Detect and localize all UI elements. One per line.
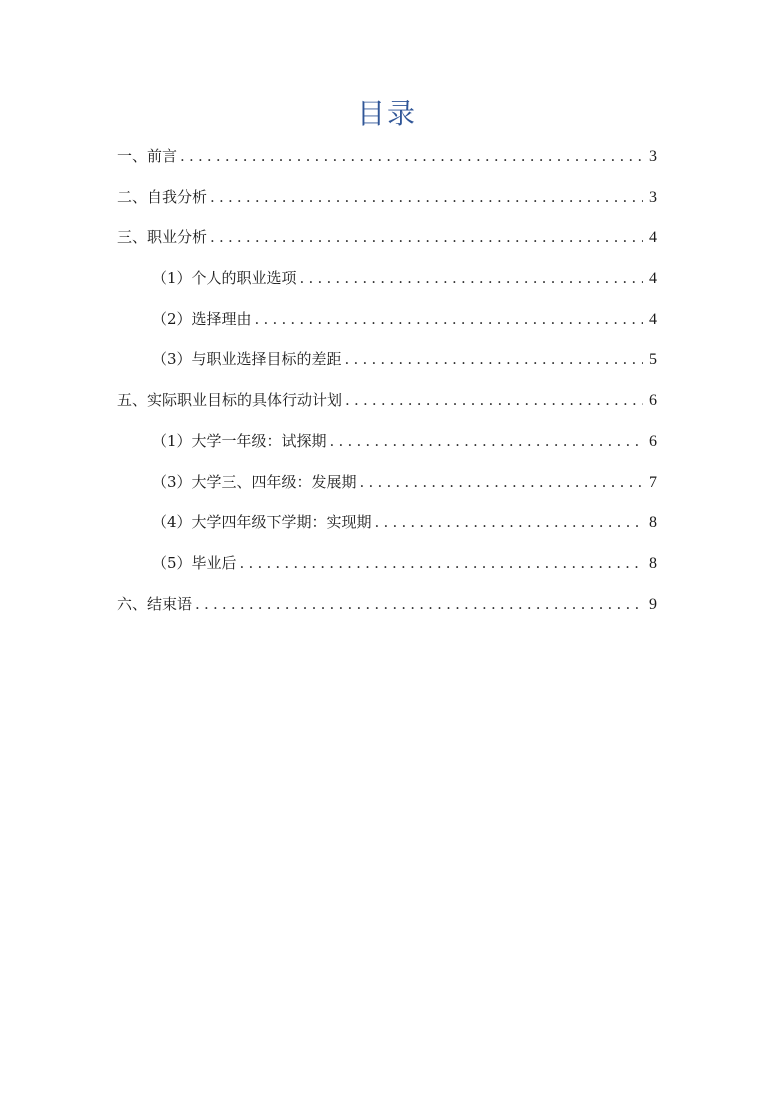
toc-entry-text: （4）大学四年级下学期：实现期 [152,513,372,532]
toc-page-number: 8 [649,554,657,572]
toc-entry[interactable] [117,181,657,222]
toc-subentry[interactable] [117,343,657,384]
toc-leader-dots [375,506,643,538]
toc-leader-dots [330,425,643,457]
toc-subentry[interactable] [117,466,657,507]
toc-entry-text: （2）选择理由 [152,309,252,328]
toc-leader-dots [360,466,643,498]
toc-leader-dots [195,588,643,620]
toc-page-number: 3 [649,188,657,206]
toc-leader-dots [300,262,643,294]
toc-leader-dots [210,221,643,253]
toc-entry[interactable] [117,221,657,262]
toc-entry-text: （3）大学三、四年级：发展期 [152,472,357,491]
toc-page-number: 8 [649,514,657,532]
toc-subentry[interactable] [117,262,657,303]
toc-page-number: 5 [649,351,657,369]
toc-subentry[interactable] [117,506,657,547]
toc-subentry[interactable] [117,547,657,588]
toc-leader-dots [345,384,643,416]
toc-entry-text: 六、结束语 [117,594,193,613]
toc-page-number: 9 [649,595,657,613]
toc-entry-text: 五、实际职业目标的具体行动计划 [117,391,343,410]
toc-leader-dots [345,343,643,375]
toc-page-number: 3 [649,148,657,165]
toc-list [117,140,657,628]
toc-leader-dots [240,547,643,579]
toc-entry-text: 二、自我分析 [117,187,208,206]
toc-leader-dots [180,140,643,172]
toc-entry[interactable] [117,140,657,181]
toc-page-number: 6 [649,432,657,450]
toc-entry-text: 一、前言 [117,147,178,165]
toc-entry-text: （1）大学一年级：试探期 [152,431,327,450]
toc-entry-text: （3）与职业选择目标的差距 [152,350,342,369]
toc-page-number: 4 [649,310,657,328]
toc-leader-dots [255,303,643,335]
toc-leader-dots [210,181,643,213]
toc-entry-text: 三、职业分析 [117,228,208,247]
toc-entry[interactable] [117,384,657,425]
toc-page-number: 6 [649,392,657,410]
toc-page-number: 7 [649,473,657,491]
toc-entry-text: （1）个人的职业选项 [152,269,297,288]
toc-subentry[interactable] [117,425,657,466]
toc-page-number: 4 [649,229,657,247]
toc-entry[interactable] [117,588,657,629]
toc-page-number: 4 [649,270,657,288]
toc-subentry[interactable] [117,303,657,344]
toc-entry-text: （5）毕业后 [152,553,237,572]
toc-title: 目录 [356,97,417,130]
